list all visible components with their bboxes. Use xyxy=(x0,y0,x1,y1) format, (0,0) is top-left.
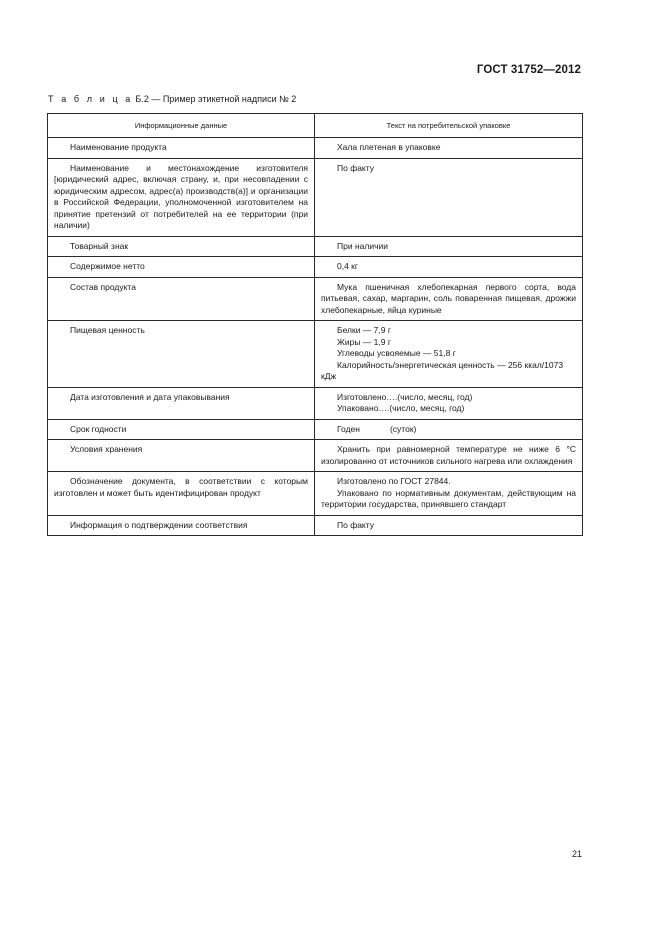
document-line: Упаковано по нормативным документам, действующим на территории государства, принявшего стандарт xyxy=(321,487,576,509)
row-label: Наименование продукта xyxy=(48,138,315,159)
document-standard-number: ГОСТ 31752—2012 xyxy=(476,64,581,76)
row-label: Содержимое нетто xyxy=(48,257,315,278)
row-value: Хала плетеная в упаковке xyxy=(315,138,583,159)
table-row xyxy=(48,277,583,321)
nutrition-line: Углеводы усвояемые — 51,8 г xyxy=(337,348,456,358)
table-row xyxy=(48,472,583,516)
row-value xyxy=(315,321,583,388)
table-row xyxy=(48,419,583,440)
row-label: Обозначение документа, в соответствии с которым изготовлен и может быть идентифицирован продукт xyxy=(48,472,315,516)
date-line: Изготовлено….(число, месяц, год) xyxy=(337,391,473,402)
row-label: Информация о подтверждении соответствия xyxy=(48,515,315,536)
document-line: Изготовлено по ГОСТ 27844. xyxy=(337,476,451,486)
table-row xyxy=(48,138,583,159)
table-caption-text: Б.2 — Пример этикетной надписи № 2 xyxy=(132,94,297,104)
row-value xyxy=(315,419,583,440)
row-value xyxy=(315,387,583,419)
row-value: Мука пшеничная хлебопекарная первого сорта, вода питьевая, сахар, маргарин, соль поваренная пищевая, дрожжи хлебопекарные, яйца куриные xyxy=(315,277,583,321)
table-caption-prefix: Т а б л и ц а xyxy=(48,94,133,104)
row-label: Наименование и местонахождение изготовителя [юридический адрес, включая страну, и, при несовпадении с юридическим адресом, адрес(а) производств(а)] и организации в Российской Федерации, уполномоченной изготовителем на принятие претензий от потребителей на ее территории (при наличии) xyxy=(48,158,315,236)
column-header-package-text: Текст на потребительской упаковке xyxy=(315,114,583,138)
row-value: По факту xyxy=(315,158,583,236)
table-row xyxy=(48,440,583,472)
row-value: По факту xyxy=(315,515,583,536)
row-label: Товарный знак xyxy=(48,236,315,257)
column-header-info: Информационные данные xyxy=(48,114,315,138)
nutrition-line: Белки — 7,9 г xyxy=(337,325,391,335)
shelf-life-unit: (суток) xyxy=(389,423,417,434)
label-example-table xyxy=(47,113,583,536)
row-label: Условия хранения xyxy=(48,440,315,472)
table-row xyxy=(48,236,583,257)
table-row xyxy=(48,387,583,419)
table-row xyxy=(48,321,583,388)
table-header-row xyxy=(48,114,583,138)
nutrition-line: Калорийность/энергетическая ценность — 256 ккал/1073 кДж xyxy=(321,359,564,381)
table-caption xyxy=(48,94,296,104)
shelf-life-text: Годен xyxy=(337,423,360,434)
date-line: Упаковано….(число, месяц, год) xyxy=(337,403,465,413)
page-number: 21 xyxy=(571,849,582,859)
nutrition-line: Жиры — 1,9 г xyxy=(337,336,391,347)
row-label: Дата изготовления и дата упаковывания xyxy=(48,387,315,419)
row-value: 0,4 кг xyxy=(315,257,583,278)
table-row xyxy=(48,158,583,236)
table-row xyxy=(48,515,583,536)
row-label: Состав продукта xyxy=(48,277,315,321)
row-value: Хранить при равномерной температуре не ниже 6 °С изолированно от источников сильного нагрева или охлаждения xyxy=(315,440,583,472)
row-value: При наличии xyxy=(315,236,583,257)
table-row xyxy=(48,257,583,278)
row-value xyxy=(315,472,583,516)
row-label: Пищевая ценность xyxy=(48,321,315,388)
row-label: Срок годности xyxy=(48,419,315,440)
